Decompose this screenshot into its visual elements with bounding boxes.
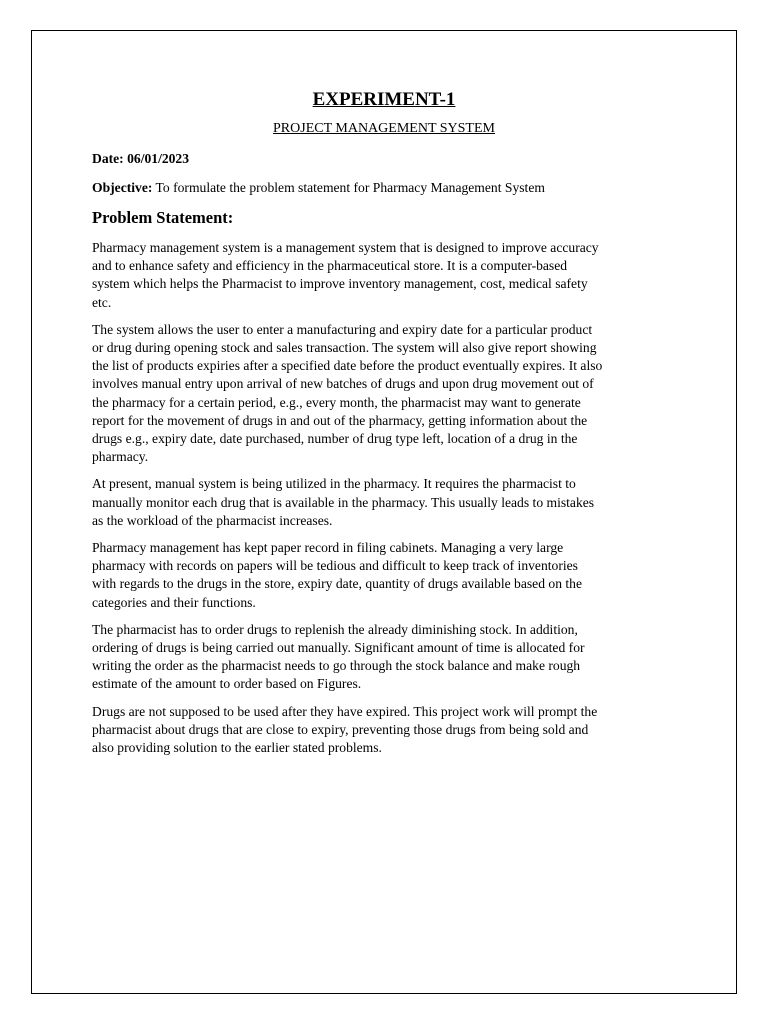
paragraph-line: also providing solution to the earlier stated problems. — [92, 740, 382, 756]
paragraph — [92, 239, 676, 312]
paragraph-line: and to enhance safety and efficiency in the pharmaceutical store. It is a computer-based — [92, 258, 568, 274]
paragraph-line: drugs e.g., expiry date, date purchased, number of drug type left, location of a drug in the — [92, 431, 578, 447]
paragraph-line: estimate of the amount to order based on Figures. — [92, 676, 362, 692]
paragraph-line: The pharmacist has to order drugs to replenish the already diminishing stock. In addition, — [92, 621, 578, 637]
objective-line — [92, 179, 676, 197]
paragraph — [92, 475, 676, 530]
paragraph-line: involves manual entry upon arrival of new batches of drugs and upon drug movement out of — [92, 376, 594, 392]
paragraph-line: Pharmacy management has kept paper record in filing cabinets. Managing a very large — [92, 540, 564, 556]
paragraph — [92, 321, 676, 467]
paragraph-line: At present, manual system is being utilized in the pharmacy. It requires the pharmacist to — [92, 476, 576, 492]
paragraph-line: categories and their functions. — [92, 594, 256, 610]
document-body — [92, 88, 676, 757]
objective-label: Objective: — [92, 180, 153, 195]
paragraph-line: the pharmacy for a certain period, e.g., every month, the pharmacist may want to generate — [92, 394, 581, 410]
paragraph-line: pharmacy with records on papers will be tedious and difficult to keep track of inventories — [92, 558, 578, 574]
paragraph-line: the list of products expiries after a specified date before the product eventually expires. It also — [92, 358, 603, 374]
paragraph — [92, 621, 676, 694]
paragraph-line: writing the order as the pharmacist needs to go through the stock balance and make rough — [92, 658, 581, 674]
document-title: EXPERIMENT-1 — [312, 89, 456, 110]
paragraph-line: manually monitor each drug that is available in the pharmacy. This usually leads to mistakes — [92, 494, 595, 510]
objective-text: To formulate the problem statement for Pharmacy Management System — [152, 180, 545, 195]
paragraph-line: Drugs are not supposed to be used after they have expired. This project work will prompt the — [92, 703, 598, 719]
paragraph-line: with regards to the drugs in the store, expiry date, quantity of drugs available based on the — [92, 576, 582, 592]
paragraph-line: or drug during opening stock and sales transaction. The system will also give report showing — [92, 340, 597, 356]
paragraph-line: system which helps the Pharmacist to improve inventory management, cost, medical safety — [92, 276, 588, 292]
paragraph-line: pharmacist about drugs that are close to expiry, preventing those drugs from being sold and — [92, 721, 589, 737]
document-subtitle: PROJECT MANAGEMENT SYSTEM — [273, 121, 495, 136]
paragraph-line: etc. — [92, 294, 112, 310]
paragraph-line: as the workload of the pharmacist increases. — [92, 512, 333, 528]
date-line: Date: 06/01/2023 — [92, 151, 190, 166]
paragraph-line: Pharmacy management system is a management system that is designed to improve accuracy — [92, 240, 599, 255]
paragraph — [92, 703, 676, 758]
paragraph-line: ordering of drugs is being carried out manually. Significant amount of time is allocated for — [92, 640, 585, 656]
section-heading: Problem Statement: — [92, 208, 234, 227]
paragraph-line: The system allows the user to enter a manufacturing and expiry date for a particular product — [92, 321, 593, 337]
paragraph-line: report for the movement of drugs in and out of the pharmacy, getting information about the — [92, 412, 588, 428]
paragraph-line: pharmacy. — [92, 449, 149, 465]
paragraph — [92, 539, 676, 612]
